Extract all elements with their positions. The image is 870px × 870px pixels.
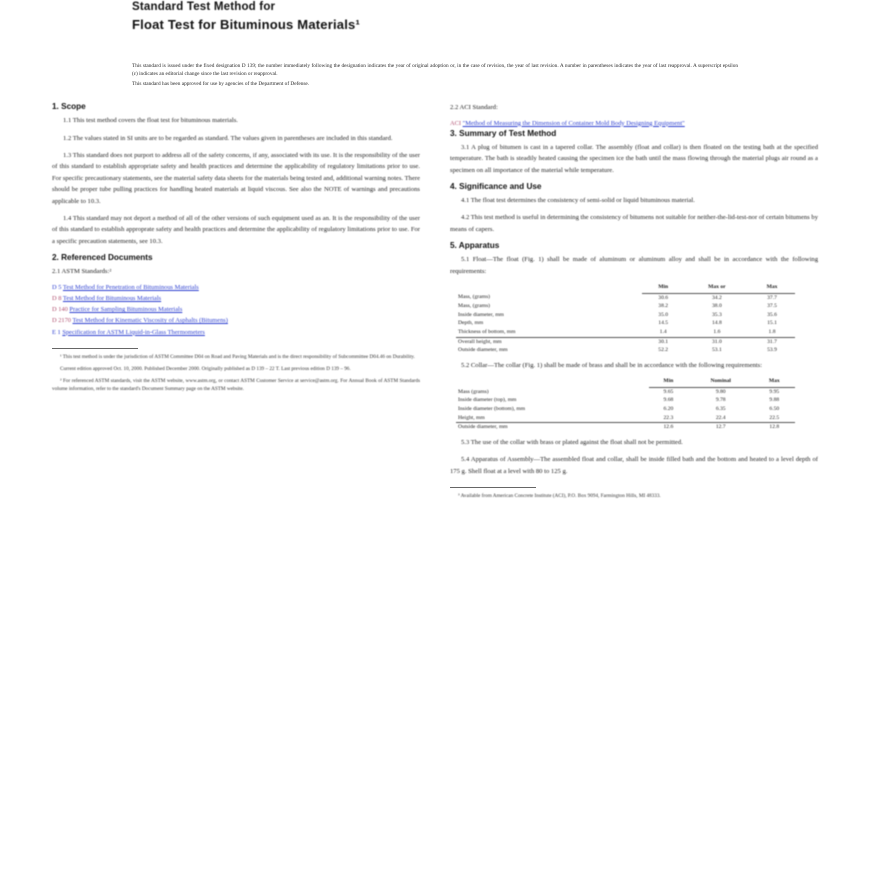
column-header-min: Min (649, 377, 687, 387)
cell-nominal: 38.0 (712, 303, 722, 310)
column-header-label (456, 283, 642, 293)
aci-standard-heading: 2.2 ACI Standard: (450, 104, 498, 112)
table-header-row (456, 377, 795, 387)
row-label: Inside diameter (bottom), mm (458, 406, 526, 413)
standard-note-line-2: This standard has been approved for use by agencies of the Department of Defense. (132, 80, 310, 87)
table-row (456, 387, 795, 396)
footnote-rule (52, 348, 138, 349)
table-row (456, 346, 795, 355)
section-heading-apparatus: 5. Apparatus (450, 241, 500, 251)
column-header-min: Min (642, 283, 684, 293)
table-row (456, 311, 795, 320)
cell-nominal: 31.0 (684, 337, 749, 346)
paragraph-5-4: 5.4 Apparatus of Assembly—The assembled float and collar, shall be inside filled bath and the bottom and heated to a level depth of 175 g. Shell float at a level with 80 to 125 g. (450, 456, 818, 475)
body-columns (52, 102, 818, 504)
section-heading-scope: 1. Scope (52, 102, 86, 112)
table-row (456, 396, 795, 405)
row-label: Depth, mm (458, 320, 484, 327)
reference-designation[interactable]: ACI (450, 119, 462, 127)
cell-max: 37.5 (767, 303, 777, 310)
cell-min: 9.68 (663, 397, 674, 404)
row-label: Outside diameter, mm (456, 423, 649, 432)
cell-min: 38.2 (658, 303, 669, 310)
table-row (456, 319, 795, 328)
reference-title[interactable]: Test Method for Penetration of Bituminous Materials (62, 283, 199, 291)
cell-nominal: 1.6 (713, 329, 721, 336)
cell-max: 9.88 (769, 397, 780, 404)
table-row (456, 414, 795, 423)
paragraph-4-2: 4.2 This test method is useful in determining the consistency of bitumens not suitable for neither-the-lid-test-nor of certain bitumens by means of capers. (450, 214, 818, 233)
cell-min: 14.5 (658, 320, 669, 327)
cell-nominal: 6.35 (715, 406, 726, 413)
cell-min: 22.3 (663, 414, 674, 421)
reference-designation[interactable]: D 8 (52, 294, 62, 302)
cell-max: 15.1 (767, 320, 777, 327)
reference-title[interactable]: Specification for ASTM Liquid-in-Glass Thermometers (62, 328, 205, 336)
paragraph-1-2: 1.2 The values stated in SI units are to be regarded as standard. The values given in parentheses are included in this standard. (63, 134, 393, 142)
standard-note-line-1: This standard is issued under the fixed designation D 139; the number immediately following the designation indicates the year of original adoption or, in the case of revision, the year of last revision. A number in parentheses indicates the year of last reapproval. A superscript epsilon (ε) indicates an editorial change since the last revision or reapproval. (132, 63, 738, 78)
row-label: Mass, (grams) (458, 294, 491, 301)
reference-designation[interactable]: E 1 (52, 328, 61, 336)
reference-item[interactable] (450, 118, 818, 129)
standard-note (132, 62, 738, 88)
title-block (132, 0, 818, 33)
cell-nominal: 35.3 (712, 311, 722, 318)
reference-title[interactable]: Test Method for Bituminous Materials (62, 294, 162, 302)
cell-nominal: 34.2 (712, 294, 722, 301)
reference-title[interactable]: Practice for Sampling Bituminous Materials (69, 306, 183, 314)
cell-max: 31.7 (750, 337, 795, 346)
right-footnotes (450, 492, 818, 500)
float-dimensions-table (456, 283, 795, 355)
cell-min: 30.1 (642, 337, 684, 346)
section-heading-summary: 3. Summary of Test Method (450, 128, 557, 138)
cell-nominal: 22.4 (715, 414, 726, 421)
footnote-3: ³ Available from American Concrete Institute (ACI), P.O. Box 9094, Farmington Hills, MI 48333. (458, 493, 661, 500)
footnote-edition: Current edition approved Oct. 10, 2000. Published December 2000. Originally published as D 139 – 22 T. Last previous edition D 139 – 96. (60, 365, 351, 372)
section-heading-significance: 4. Significance and Use (450, 182, 542, 192)
cell-min: 30.6 (658, 294, 669, 301)
right-column (450, 102, 818, 504)
footnote-rule (450, 487, 536, 488)
cell-max: 6.50 (769, 406, 780, 413)
collar-dimensions-table (456, 377, 795, 432)
reference-title[interactable]: "Method of Measuring the Dimension of Container Mold Body Designing Equipment" (462, 119, 685, 127)
aci-reference-list (450, 118, 818, 129)
cell-nominal: 9.78 (715, 397, 726, 404)
table-row (456, 302, 795, 311)
cell-min: 9.65 (663, 388, 674, 395)
table-row (456, 405, 795, 414)
reference-item[interactable] (52, 304, 420, 315)
reference-item[interactable] (52, 315, 420, 326)
cell-nominal: 9.80 (715, 388, 726, 395)
table-row (456, 328, 795, 337)
cell-max: 1.8 (768, 329, 776, 336)
table-row (456, 293, 795, 302)
row-label: Mass (grams) (458, 388, 489, 395)
footnote-2: ² For referenced ASTM standards, visit the ASTM website, www.astm.org, or contact ASTM Customer Service at service@astm.org. For Annual Book of ASTM Standards volume information, refer to the standard's Document Summary page on the ASTM website. (52, 378, 420, 393)
cell-max: 9.95 (769, 388, 780, 395)
cell-max: 35.6 (767, 311, 777, 318)
left-column (52, 102, 420, 504)
reference-item[interactable] (52, 327, 420, 338)
column-header-max: Max (754, 377, 794, 387)
table-row (456, 337, 795, 346)
row-label: Overall height, mm (456, 337, 642, 346)
reference-item[interactable] (52, 293, 420, 304)
column-header-max: Max (750, 283, 795, 293)
paragraph-5-1: 5.1 Float—The float (Fig. 1) shall be made of aluminum or aluminum alloy and shall be in accordance with the following requirements: (450, 256, 818, 275)
reference-designation[interactable]: D 5 (52, 283, 62, 291)
title-line-2: Float Test for Bituminous Materials¹ (132, 17, 360, 32)
reference-list (52, 282, 420, 338)
row-label: Inside diameter, mm (458, 311, 504, 318)
table-header-row (456, 283, 795, 293)
footnote-1: ¹ This test method is under the jurisdiction of ASTM Committee D04 on Road and Paving Materials and is the direct responsibility of Subcommittee D04.46 on Durability. (60, 353, 415, 360)
paragraph-5-3: 5.3 The use of the collar with brass or plated against the float shall not be permitted. (461, 438, 683, 446)
cell-max: 53.9 (767, 347, 777, 354)
cell-max: 12.8 (754, 423, 794, 432)
cell-min: 12.6 (649, 423, 687, 432)
left-footnotes (52, 353, 420, 394)
astm-standards-subhead: 2.1 ASTM Standards:² (52, 268, 112, 276)
reference-designation[interactable]: D 2170 (52, 317, 71, 325)
cell-min: 35.0 (658, 311, 669, 318)
cell-nominal: 53.1 (712, 347, 722, 354)
title-line-1: Standard Test Method for (132, 1, 276, 13)
row-label: Outside diameter, mm (458, 347, 508, 354)
section-heading-referenced-documents: 2. Referenced Documents (52, 253, 153, 263)
row-label: Thickness of bottom, mm (458, 329, 516, 336)
cell-min: 52.2 (658, 347, 669, 354)
column-header-nominal: Max or (684, 283, 749, 293)
cell-min: 1.4 (659, 329, 667, 336)
row-label: Height, mm (458, 414, 485, 421)
cell-max: 37.7 (767, 294, 777, 301)
reference-item[interactable] (52, 282, 420, 293)
row-label: Mass, (grams) (458, 303, 491, 310)
column-header-nominal: Nominal (687, 377, 754, 387)
reference-designation[interactable]: D 140 (52, 306, 68, 314)
cell-nominal: 14.8 (712, 320, 722, 327)
paragraph-4-1: 4.1 The float test determines the consistency of semi-solid or liquid bituminous material. (461, 197, 695, 205)
cell-max: 22.5 (769, 414, 780, 421)
cell-min: 6.20 (663, 406, 674, 413)
paragraph-5-2: 5.2 Collar—The collar (Fig. 1) shall be made of brass and shall be in accordance with the following requirements: (461, 361, 763, 369)
column-header-label (456, 377, 649, 387)
row-label: Inside diameter (top), mm (458, 397, 517, 404)
paragraph-1-1: 1.1 This test method covers the float test for bituminous materials. (63, 117, 238, 125)
reference-title[interactable]: Test Method for Kinematic Viscosity of Asphalts (Bitumens) (72, 317, 228, 325)
paragraph-1-4: 1.4 This standard may not deport a method of all of the other versions of such equipment used as an. It is the responsibility of the user of this standard to establish approprate safety and health practices and determine the applicability of regulatory limitations prior to use. For a specific precaution statements, see 10.3. (52, 215, 420, 245)
document-header (52, 0, 818, 46)
table-row (456, 423, 795, 432)
cell-nominal: 12.7 (687, 423, 754, 432)
paragraph-3-1: 3.1 A plug of bitumen is cast in a tapered collar. The assembly (float and collar) is then floated on the testing bath at the specified temperature. The bath is steadily heated causing the specimen ice the bath until the mass flowing through the material plugs air round as a specimen on all importance of the material while temperature. (450, 143, 818, 174)
paragraph-1-3: 1.3 This standard does not purport to address all of the safety concerns, if any, associated with its use. It is the responsibility of the user of this standard to establish appropriate safety and health practices and determine the applicability of regulatory limitations prior to use. For specific precautionary statements, see the material safety data sheets for the materials being tested and, additional warning notes. There should be proper tube pulling practices for handling heated materials at liquid viscous. See also the NOTE of warnings and precautions applicable to 10.3. (52, 152, 420, 205)
